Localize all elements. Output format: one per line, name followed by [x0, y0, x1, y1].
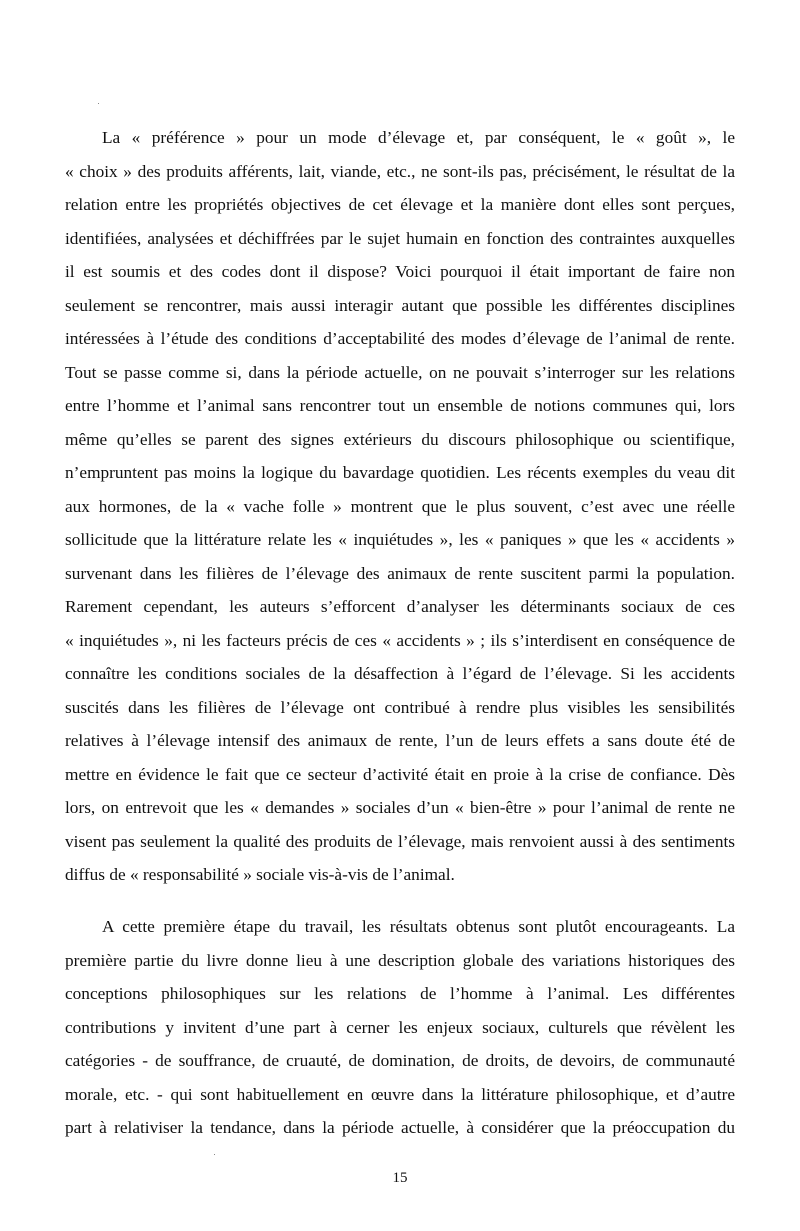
text-line: n’empruntent pas moins la logique du bavardage quotidien. Les récents exemples du veau dit [65, 463, 735, 482]
text-line: diffus de « responsabilité » sociale vis-à-vis de l’animal. [65, 865, 455, 884]
text-line: survenant dans les filières de l’élevage des animaux de rente suscitent parmi la population. [65, 563, 735, 583]
text-line: La « préférence » pour un mode d’élevage et, par conséquent, le « goût », le [102, 128, 735, 147]
text-line: entre l’homme et l’animal sans rencontrer tout un ensemble de notions communes qui, lors [65, 396, 735, 415]
text-line: relatives à l’élevage intensif des animaux de rente, l’un de leurs effets a sans doute été de [65, 731, 735, 750]
text-line: A cette première étape du travail, les résultats obtenus sont plutôt encourageants. La [102, 917, 735, 936]
text-line: même qu’elles se parent des signes extérieurs du discours philosophique ou scientifique, [65, 429, 735, 449]
text-line: Tout se passe comme si, dans la période actuelle, on ne pouvait s’interroger sur les relations [65, 362, 735, 382]
text-line: connaître les conditions sociales de la désaffection à l’égard de l’élevage. Si les accidents [65, 664, 735, 683]
text-line: relation entre les propriétés objectives de cet élevage et la manière dont elles sont perçues, [65, 195, 735, 214]
paragraph-1 [65, 121, 735, 892]
page-number: 15 [392, 1170, 408, 1186]
text-line: « inquiétudes », ni les facteurs précis de ces « accidents » ; ils s’interdisent en conséquence de [65, 630, 735, 650]
text-line: lors, on entrevoit que les « demandes » sociales d’un « bien-être » pour l’animal de rente ne [65, 798, 735, 817]
text-line: première partie du livre donne lieu à une description globale des variations historiques des [65, 950, 735, 970]
text-line: part à relativiser la tendance, dans la période actuelle, à considérer que la préoccupation du [65, 1118, 735, 1137]
text-line: conceptions philosophiques sur les relations de l’homme à l’animal. Les différentes [65, 984, 735, 1003]
paragraph-2 [65, 910, 735, 1145]
text-line: sollicitude que la littérature relate les « inquiétudes », les « paniques » que les « accidents » [65, 530, 735, 549]
text-line: contributions y invitent d’une part à cerner les enjeux sociaux, culturels que révèlent les [65, 1017, 735, 1037]
text-line: catégories - de souffrance, de cruauté, de domination, de droits, de devoirs, de communauté [65, 1051, 735, 1070]
text-line: « choix » des produits afférents, lait, viande, etc., ne sont-ils pas, précisément, le résultat de la [65, 161, 735, 181]
scan-speck [214, 1154, 215, 1155]
text-line: suscités dans les filières de l’élevage ont contribué à rendre plus visibles les sensibilités [65, 697, 735, 717]
text-line: il est soumis et des codes dont il dispose? Voici pourquoi il était important de faire non [65, 262, 735, 281]
text-line: aux hormones, de la « vache folle » montrent que le plus souvent, c’est avec une réelle [65, 496, 735, 516]
text-line: intéressées à l’étude des conditions d’acceptabilité des modes d’élevage de l’animal de rente. [65, 329, 735, 348]
text-line: Rarement cependant, les auteurs s’efforcent d’analyser les déterminants sociaux de ces [65, 597, 735, 616]
text-line: identifiées, analysées et déchiffrées par le sujet humain en fonction des contraintes auxquelles [65, 228, 735, 248]
text-line: mettre en évidence le fait que ce secteur d’activité était en proie à la crise de confiance. Dès [65, 764, 735, 784]
text-line: morale, etc. - qui sont habituellement en œuvre dans la littérature philosophique, et d’autre [65, 1084, 735, 1104]
text-line: visent pas seulement la qualité des produits de l’élevage, mais renvoient aussi à des sentiments [65, 831, 735, 851]
text-line: seulement se rencontrer, mais aussi interagir autant que possible les différentes disciplines [65, 295, 735, 315]
scan-speck [98, 103, 99, 104]
